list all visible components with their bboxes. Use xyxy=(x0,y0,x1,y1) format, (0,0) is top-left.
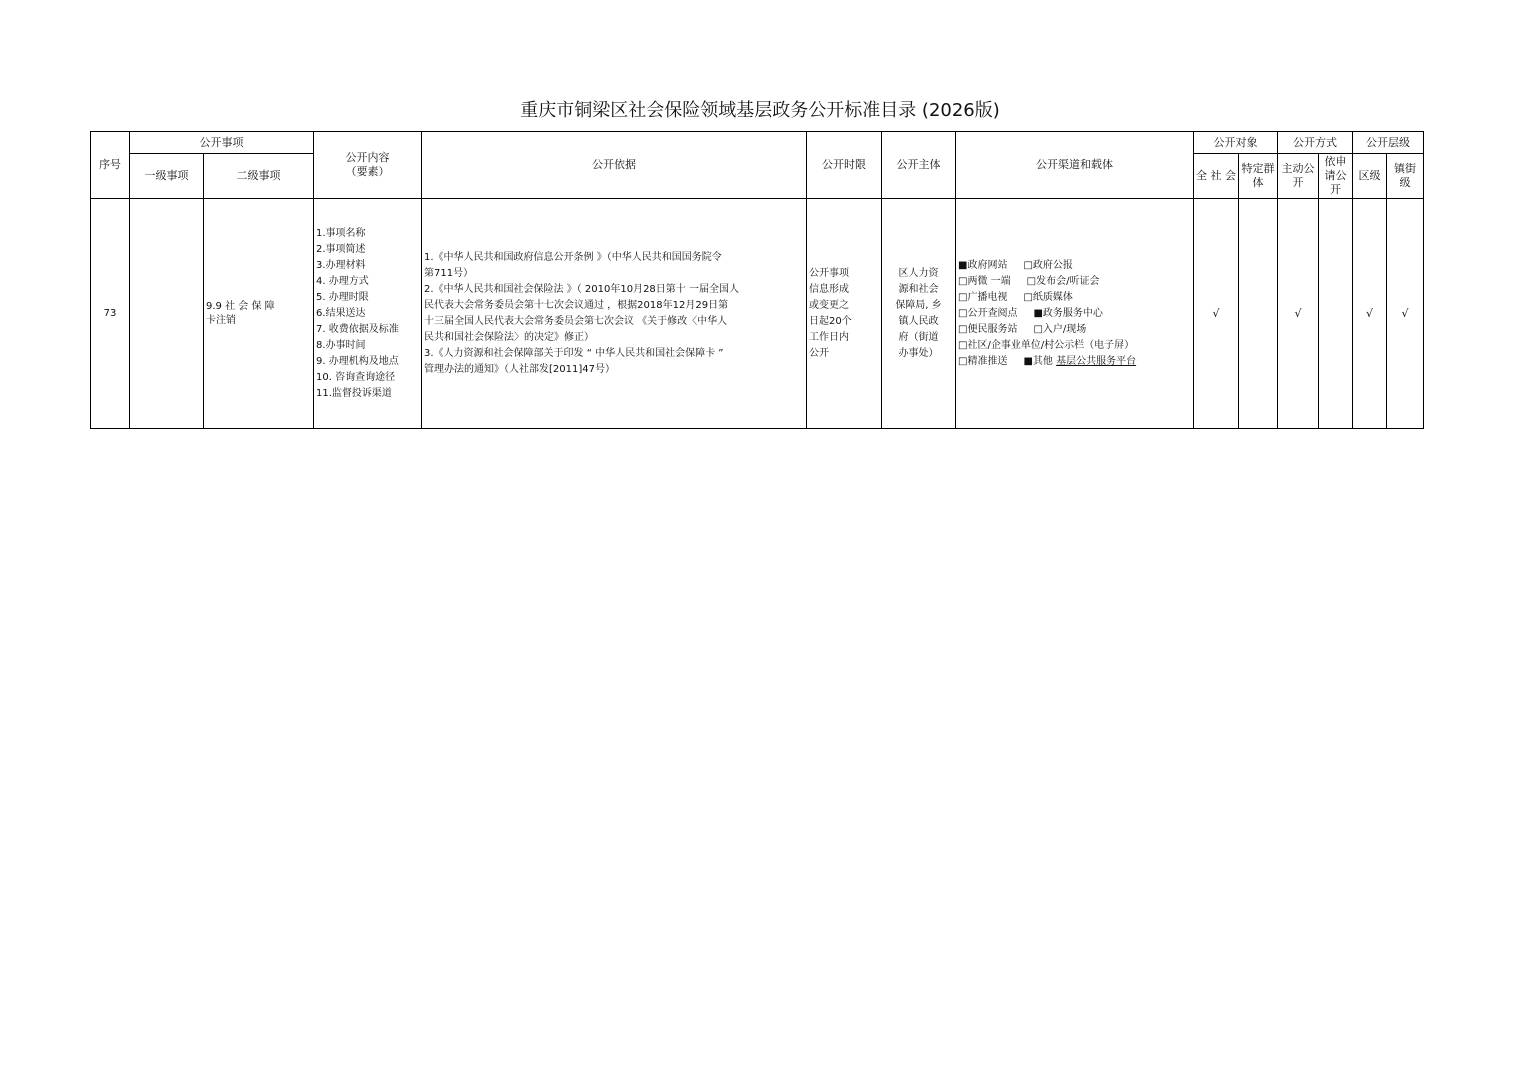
channel-line xyxy=(958,306,1191,322)
time-limit-line: 公开 xyxy=(809,347,829,359)
basis-line: 2.《中华人民共和国社会保险法 》（ 2010年10月28日第十 一届全国人 xyxy=(424,283,739,295)
channel-option: □发布会/听证会 xyxy=(1026,275,1100,287)
basis-line: 1.《中华人民共和国政府信息公开条例 》（中华人民共和国国务院令 xyxy=(424,251,722,263)
channel-option: □政府公报 xyxy=(1023,259,1073,271)
content-item: 9. 办理机构及地点 xyxy=(316,355,399,367)
channel-option: □纸质媒体 xyxy=(1023,291,1073,303)
level2-line1: 9.9 社 会 保 障 xyxy=(206,300,275,312)
channel-option: ■政务服务中心 xyxy=(1033,307,1103,319)
time-limit-line: 日起20个 xyxy=(809,315,852,327)
time-limit-line: 工作日内 xyxy=(809,331,849,343)
header-content-line2: （要素） xyxy=(345,165,390,178)
cell-level2 xyxy=(204,199,314,429)
channel-option: □精准推送 xyxy=(958,355,1008,367)
header-content-line1: 公开内容 xyxy=(345,151,390,164)
channel-option: □公开查阅点 xyxy=(958,307,1018,319)
content-item: 5. 办理时限 xyxy=(316,291,369,303)
header-mode-group: 公开方式 xyxy=(1278,132,1353,154)
channel-line xyxy=(958,322,1191,338)
basis-line: 3.《人力资源和社会保障部关于印发 “ 中华人民共和国社会保障卡 ” xyxy=(424,347,724,359)
cell-target-specific xyxy=(1239,199,1278,429)
cell-level-district: √ xyxy=(1353,199,1387,429)
cell-level-town: √ xyxy=(1387,199,1424,429)
header-subject: 公开主体 xyxy=(882,132,956,199)
channel-option: ■其他 xyxy=(1023,355,1053,367)
channel-option: □便民服务站 xyxy=(958,323,1018,335)
content-item: 7. 收费依据及标准 xyxy=(316,323,399,335)
table-row xyxy=(91,199,1424,429)
time-limit-line: 公开事项 xyxy=(809,267,849,279)
content-item: 10. 咨询查询途径 xyxy=(316,371,396,383)
catalog-table xyxy=(90,131,1424,429)
cell-target-all: √ xyxy=(1194,199,1239,429)
header-time-limit: 公开时限 xyxy=(807,132,882,199)
header-channel: 公开渠道和载体 xyxy=(956,132,1194,199)
channel-line xyxy=(958,290,1191,306)
time-limit-line: 或变更之 xyxy=(809,299,849,311)
channel-line xyxy=(958,338,1191,354)
cell-channels xyxy=(956,199,1194,429)
content-item: 1.事项名称 xyxy=(316,227,366,239)
content-item: 11.监督投诉渠道 xyxy=(316,387,392,399)
header-level-town: 镇街级 xyxy=(1387,154,1424,199)
subject-line: 办事处） xyxy=(898,347,939,359)
content-item: 8.办事时间 xyxy=(316,339,366,351)
header-row-1 xyxy=(91,132,1424,154)
cell-subject xyxy=(882,199,956,429)
channel-option: □广播电视 xyxy=(958,291,1008,303)
cell-content xyxy=(314,199,422,429)
header-level1: 一级事项 xyxy=(130,154,204,199)
header-level2: 二级事项 xyxy=(204,154,314,199)
cell-time-limit xyxy=(807,199,882,429)
channel-option: □两微 一端 xyxy=(958,275,1011,287)
cell-level1 xyxy=(130,199,204,429)
channel-option: □社区/企事业单位/村公示栏（电子屏） xyxy=(958,339,1135,351)
header-content xyxy=(314,132,422,199)
cell-seq: 73 xyxy=(91,199,130,429)
channel-option: ■政府网站 xyxy=(958,259,1008,271)
header-basis: 公开依据 xyxy=(422,132,807,199)
content-item: 2.事项简述 xyxy=(316,243,366,255)
basis-line: 第711号） xyxy=(424,267,474,279)
header-items-group: 公开事项 xyxy=(130,132,314,154)
channel-other-text: 基层公共服务平台 xyxy=(1056,355,1137,367)
subject-line: 源和社会 xyxy=(898,283,939,295)
cell-mode-active: √ xyxy=(1278,199,1319,429)
header-target-specific: 特定群体 xyxy=(1239,154,1278,199)
subject-line: 镇人民政 xyxy=(898,315,939,327)
content-item: 3.办理材料 xyxy=(316,259,366,271)
page-title: 重庆市铜梁区社会保险领域基层政务公开标准目录 (2026版) xyxy=(520,100,1000,121)
basis-line: 民代表大会常务委员会第十七次会议通过 ，根据2018年12月29日第 xyxy=(424,299,729,311)
content-item: 4. 办理方式 xyxy=(316,275,369,287)
content-item: 6.结果送达 xyxy=(316,307,366,319)
level2-line2: 卡注销 xyxy=(206,314,236,326)
header-mode-request: 依申请公开 xyxy=(1319,154,1353,199)
basis-line: 十三届全国人民代表大会常务委员会第七次会议 《关于修改〈中华人 xyxy=(424,315,728,327)
header-mode-active: 主动公开 xyxy=(1278,154,1319,199)
subject-line: 保障局, 乡 xyxy=(895,299,942,311)
cell-mode-request xyxy=(1319,199,1353,429)
channel-line xyxy=(958,354,1191,370)
time-limit-line: 信息形成 xyxy=(809,283,849,295)
subject-line: 府（街道 xyxy=(898,331,939,343)
channel-line xyxy=(958,258,1191,274)
basis-line: 民共和国社会保险法〉的决定》修正） xyxy=(424,331,594,343)
header-target-group: 公开对象 xyxy=(1194,132,1278,154)
cell-basis xyxy=(422,199,807,429)
header-seq: 序号 xyxy=(91,132,130,199)
header-target-all: 全 社 会 xyxy=(1194,154,1239,199)
header-level-district: 区级 xyxy=(1353,154,1387,199)
basis-line: 管理办法的通知》（人社部发[2011]47号） xyxy=(424,363,615,375)
channel-line xyxy=(958,274,1191,290)
subject-line: 区人力资 xyxy=(898,267,939,279)
channel-option: □入户/现场 xyxy=(1033,323,1087,335)
header-level-group: 公开层级 xyxy=(1353,132,1424,154)
